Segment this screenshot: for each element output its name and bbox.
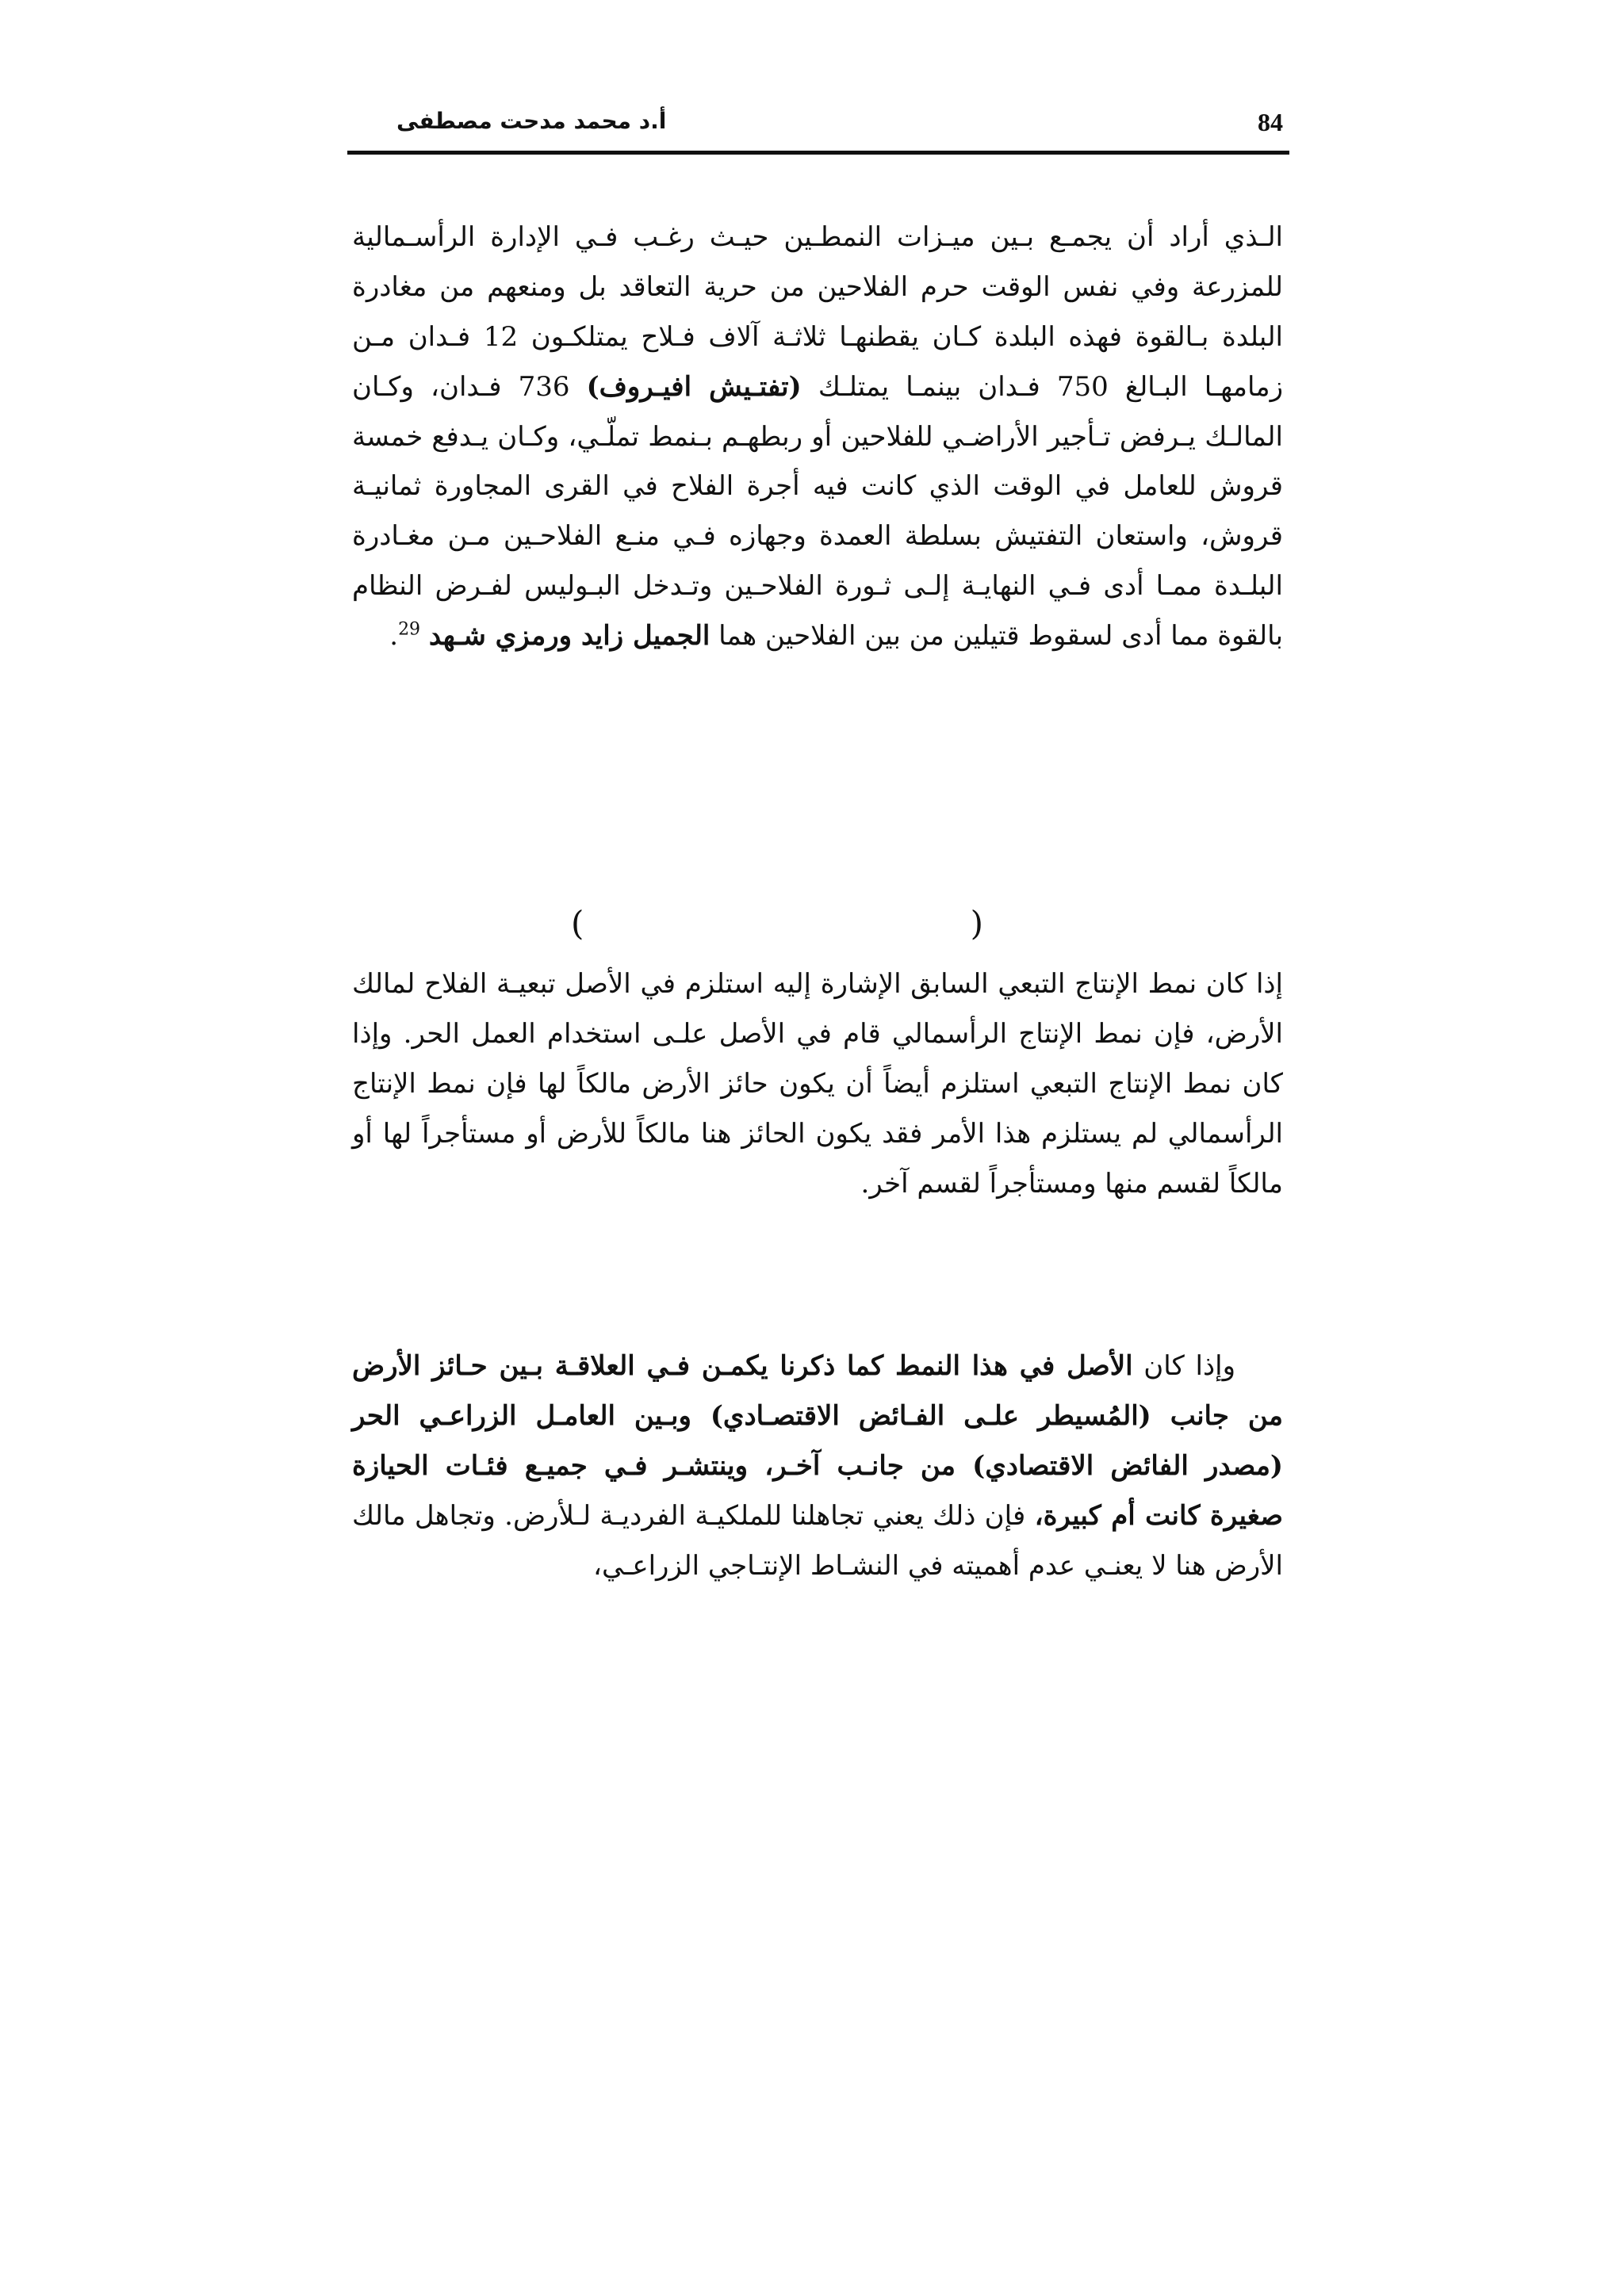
paragraph-3-bold: الأصل في هذا النمط كما ذكرنا يكمـن فـي العلاقـة بـين حـائز الأرض من جانب (المُسيطر علـى الفـائض الاقتصـادي) وبـين العامـل الزراعـي الحر (مصدر الفائض الاقتصادي) من جانـب آخـر، وينتشـر فـي جميـع فئـات الحيازة صغيرة كانت أم كبيرة، [352,1350,1283,1532]
running-head: أ.د محمد مدحت مصطفى [396,108,667,134]
paragraph-3 [352,1341,1283,1590]
heading-open-paren: ( [970,904,983,943]
paragraph-1-bold-b: الجميل زايد ورمزي شـهد [428,620,710,652]
footnote-ref: 29 [398,619,421,640]
section-heading [571,904,983,948]
paragraph-3-text-b: فإن ذلك يعني تجاهلنا للملكيـة الفرديـة لـلأرض. وتجاهل مالك الأرض هنا لا يعنـي عدم أهميته في النشـاط الإنتـاجي الزراعـي، [352,1499,1283,1582]
paragraph-1 [352,212,1283,661]
paragraph-1-end: . [389,620,399,652]
page-number: 84 [1258,108,1283,136]
paragraph-3-text-a: وإذا كان [1132,1350,1235,1382]
paragraph-2-text: إذا كان نمط الإنتاج التبعي السابق الإشارة إليه استلزم في الأصل تبعيـة الفلاح لمالك الأرض، فإن نمط الإنتاج الرأسمالي قام في الأصل علـى استخدام العمل الحر. وإذا كان نمط الإنتاج التبعي استلزم أيضاً أن يكون حائز الأرض مالكاً لها فإن نمط الإنتاج الرأسمالي لم يستلزم هذا الأمر فقد يكون الحائز هنا مالكاً للأرض أو مستأجراً لها أو مالكاً لقسم منها ومستأجراً لقسم آخر. [352,968,1283,1200]
paragraph-2 [352,959,1283,1208]
heading-close-paren: ) [571,904,584,943]
paragraph-1-text-a: الـذي أراد أن يجمـع بـين ميـزات النمطـين حيـث رغـب فـي الإدارة الرأسـمالية للمزرعة وفي نفس الوقت حرم الفلاحين من حرية التعاقد بل ومنعهم من مغادرة البلدة بـالقوة فهذه البلدة كـان يقطنهـا ثلاثـة آلاف فـلاح يمتلكـون 12 فـدان مـن زمامهـا البـالغ 750 فـدان بينمـا يمتلـك [352,221,1283,403]
page-header [347,101,1289,155]
paragraph-1-text-b: 736 فـدان، وكـان المالـك يـرفض تـأجير الأراضـي للفلاحين أو ربطهـم بـنمط تملّـي، وكـان يـدفع خمسة قروش للعامل في الوقت الذي كانت فيه أجرة الفلاح في القرى المجاورة ثمانيـة قروش، واستعان التفتيش بسلطة العمدة وجهازه فـي منـع الفلاحـين مـن مغـادرة البلـدة ممـا أدى فـي النهايـة إلـى ثـورة الفلاحـين وتـدخل البـوليس لفـرض النظام بالقوة مما أدى لسقوط قتيلين من بين الفلاحين هما [352,370,1283,652]
paragraph-1-bold-a: (تفتـيش افيـروف) [586,370,802,403]
